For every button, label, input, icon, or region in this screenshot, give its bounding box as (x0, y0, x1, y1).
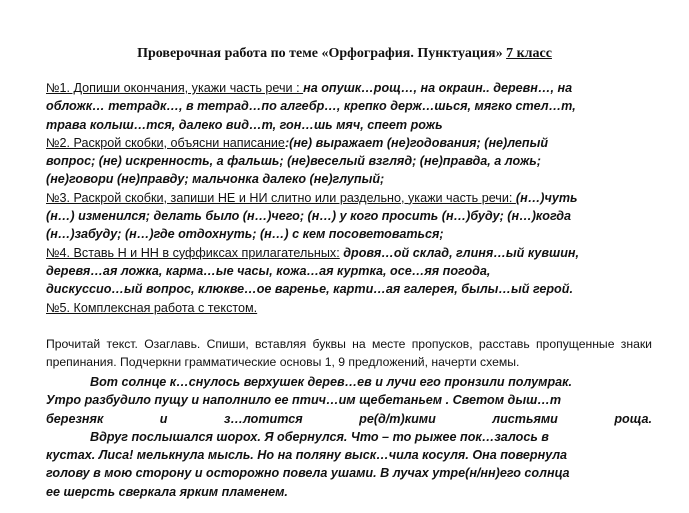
story-line-6: голову в мою сторону и осторожно повела ушами. В лучах утре(н/нн)его солнца (46, 466, 570, 481)
task1-line-3: трава колыш…тся, далеко вид…т, гон…шь мяч, спеет рожь (46, 117, 443, 132)
task5-line-1 (46, 299, 654, 317)
task2-line-2: вопрос; (не) искренность, а фальшь; (не)веселый взгляд; (не)правда, а ложь; (46, 154, 541, 169)
task2-header: №2. Раскрой скобки, объясни написание (46, 135, 285, 150)
title-main: Проверочная работа по теме «Орфография. Пунктуация» (137, 46, 503, 61)
task2-line-3: (не)говори (не)правду; мальчонка далеко (не)глупый; (46, 172, 385, 187)
task4-header: №4. Вставь Н и НН в суффиксах прилагательных: (46, 245, 340, 260)
task2-text-1: :(не) выражает (не)годования; (не)лепый (284, 135, 549, 150)
instruction-paragraph: Прочитай текст. Озаглавь. Спиши, вставляя буквы на месте пропусков, расставь пропущенные знаки препинания. Подчеркни грамматические основы 1, 9 предложений, начерти схемы. (46, 337, 652, 369)
story-line-1: Вот солнце к…снулось верхушек дерев…ев и лучи его пронзили полумрак. (90, 375, 573, 389)
task3-text-1: (н…)чуть (515, 190, 578, 205)
story-line-4: Вдруг послышался шорох. Я обернулся. Что – то рыжее пок…залось в (90, 429, 549, 444)
task1-header: №1. Допиши окончания, укажи часть речи : (46, 81, 304, 95)
task4-line-1 (46, 244, 654, 262)
task5-body (46, 335, 652, 501)
story-text (46, 373, 652, 501)
title-grade: 7 класс (506, 46, 552, 61)
task3-header: №3. Раскрой скобки, запиши НЕ и НИ слитно или раздельно, укажи часть речи: (46, 190, 516, 205)
task4-line-2: деревя…ая ложка, карма…ые часы, кожа…ая куртка, осе…яя погода, (46, 263, 491, 278)
task3-line-2: (н…) изменился; делать было (н…)чего; (н…) у кого просить (н…)буду; (н…)когда (46, 209, 572, 224)
task1-line-1 (46, 79, 654, 97)
story-line-5: кустах. Лиса! мелькнула мысль. Но на поляну выск…чила косуля. Она повернула (46, 448, 568, 463)
story-line-3: березняк и з…лотится ре(д/т)кими листьями роща. (46, 411, 652, 426)
task3-line-3: (н…)забуду; (н…)где отдохнуть; (н…) с кем посоветоваться; (46, 227, 444, 242)
task2-line-1 (46, 134, 654, 152)
task1-text-1: на опушк…рощ…, на окраин.. деревн…, на (303, 81, 573, 95)
story-line-2: Утро разбудило пущу и наполнило ее птич…им щебетаньем . Светом дыш…т (46, 393, 562, 408)
tasks-section (46, 79, 654, 317)
task1-line-2: обложк… тетрадк…, в тетрад…по алгебр…, крепко держ…шься, мягко стел…т, (46, 99, 576, 114)
task5-header: №5. Комплексная работа с текстом. (46, 300, 258, 315)
task3-line-1 (46, 189, 654, 207)
worksheet-title (0, 46, 689, 62)
story-line-7: ее шерсть сверкала ярким пламенем. (46, 484, 288, 499)
task4-text-1: дровя…ой склад, глиня…ый кувшин, (339, 245, 580, 260)
task4-line-3: дискуссио…ый вопрос, клюкве…ое варенье, карти…ая галерея, былы…ый герой. (46, 282, 573, 297)
